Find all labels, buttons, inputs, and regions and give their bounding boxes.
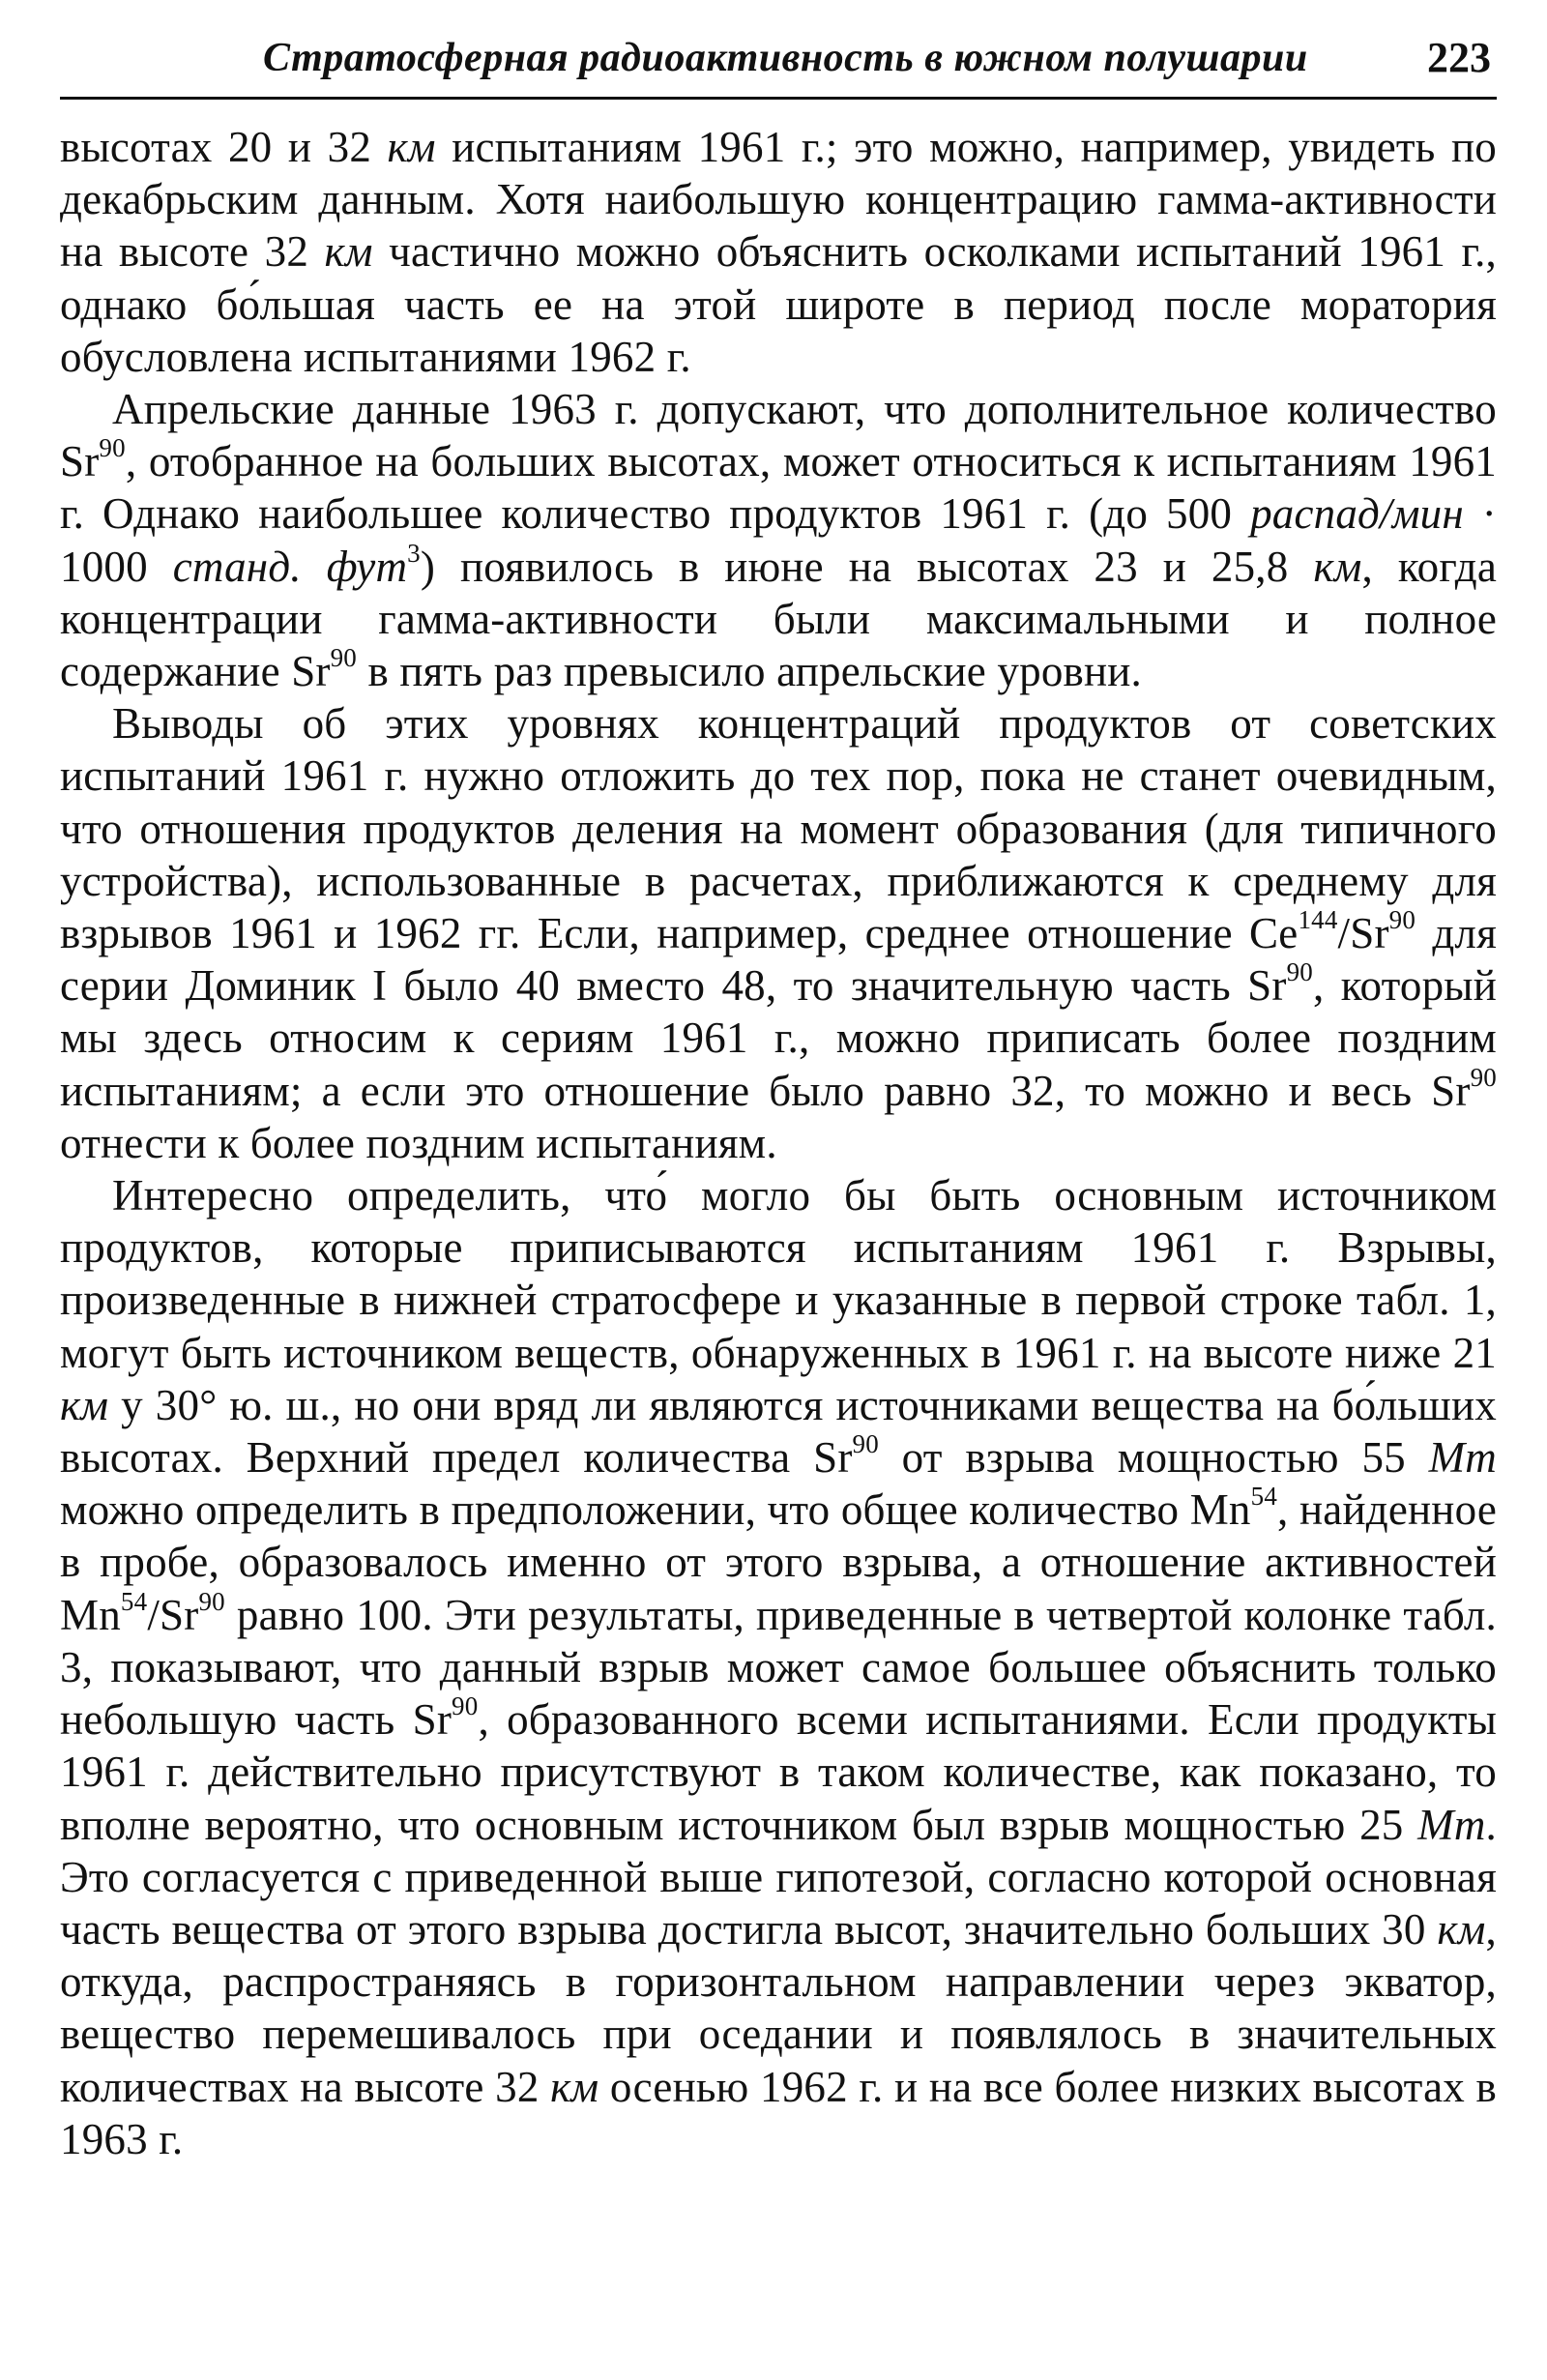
- italic-text: км: [1437, 1904, 1486, 1954]
- superscript: 90: [330, 642, 358, 672]
- superscript: 90: [452, 1690, 479, 1720]
- text-segment: отнести к более поздним испытаниям.: [60, 1118, 777, 1167]
- text-segment: Интересно определить, что́ могло бы быть основным источником продуктов, которые приписываются испытаниям 1961 г. Взрывы, произведенные в нижней стратосфере и указанные в первой строке табл. 1, могут быть источником веществ, обнаруженных в 1961 г. на высоте ниже 21: [60, 1171, 1497, 1377]
- superscript: 90: [1470, 1062, 1497, 1092]
- text-segment: , найденное в пробе, образовалось именно от этого взрыва, а отношение активностей Mn: [60, 1485, 1497, 1639]
- text-segment: · 1000: [60, 489, 1497, 591]
- text-segment: у 30° ю. ш., но они вряд ли являются источниками вещества на бо́льших высотах. Верхний предел количества Sr: [60, 1380, 1497, 1483]
- text-segment: для серии Доминик I было 40 вместо 48, то значительную часть Sr: [60, 909, 1497, 1011]
- italic-text: км: [387, 123, 436, 171]
- italic-text: км: [60, 1380, 109, 1429]
- text-segment: , образованного всеми испытаниями. Если продукты 1961 г. действительно присутствуют в таком количестве, как показано, то вполне вероятно, что основным источником был взрыв мощностью 25: [60, 1695, 1498, 1849]
- text-segment: /Sr: [147, 1590, 199, 1639]
- text-segment: , откуда, распространяясь в горизонтальном направлении через экватор, вещество перемешивалось при оседании и появлялось в значительных количествах на высоте 32: [60, 1904, 1497, 2111]
- italic-text: распад/мин: [1250, 489, 1464, 539]
- superscript: 144: [1298, 904, 1338, 934]
- italic-text: км: [324, 227, 373, 277]
- text-segment: осенью 1962 г. и на все более низких высотах в 1963 г.: [60, 2062, 1497, 2163]
- running-header: [60, 27, 1497, 100]
- text-segment: испытаниям 1961 г.; это можно, например, увидеть по декабрьским данным. Хотя наибольшую концентрацию гамма-активности на высоте 32: [60, 123, 1497, 277]
- text-segment: Апрельские данные 1963 г. допускают, что дополнительное количество Sr: [60, 385, 1497, 486]
- text-segment: в пять раз превысило апрельские уровни.: [357, 647, 1142, 696]
- text-segment: , когда концентрации гамма-активности были максимальными и полное содержание Sr: [60, 542, 1497, 696]
- italic-text: станд. фут: [172, 542, 408, 591]
- text-segment: равно 100. Эти результаты, приведенные в четвертой колонке табл. 3, показывают, что данный взрыв может самое большее объяснить только небольшую часть Sr: [60, 1590, 1497, 1745]
- text-segment: , который мы здесь относим к сериям 1961 г., можно приписать более поздним испытаниям; а если это отношение было равно 32, то можно и весь Sr: [60, 961, 1497, 1115]
- text-segment: /Sr: [1337, 909, 1389, 958]
- superscript: 54: [120, 1586, 148, 1616]
- paragraph: [60, 1169, 1497, 2165]
- text-segment: можно определить в предположении, что общее количество Mn: [60, 1485, 1251, 1535]
- superscript: 90: [198, 1586, 225, 1616]
- text-segment: , отобранное на больших высотах, может относиться к испытаниям 1961 г. Однако наибольшее количество продуктов 1961 г. (до 500: [60, 437, 1497, 539]
- superscript: 3: [407, 538, 421, 568]
- page-number: 223: [1427, 34, 1491, 81]
- paragraph: [60, 383, 1497, 697]
- text-segment: . Это согласуется с приведенной выше гипотезой, согласно которой основная часть вещества от этого взрыва достигла высот, значительно больших 30: [60, 1800, 1497, 1954]
- italic-text: Мт: [1417, 1800, 1486, 1849]
- italic-text: км: [550, 2062, 599, 2111]
- superscript: 90: [99, 432, 126, 462]
- paragraph: [60, 121, 1497, 383]
- running-title: Стратосферная радиоактивность в южном полушарии: [263, 36, 1308, 80]
- text-segment: высотах 20 и 32: [60, 123, 388, 171]
- text-segment: частично можно объяснить осколками испытаний 1961 г., однако бо́льшая часть ее на этой широте в период после моратория обусловлена испытаниями 1962 г.: [60, 227, 1498, 381]
- superscript: 54: [1250, 1482, 1278, 1512]
- text-segment: Выводы об этих уровнях концентраций продуктов от советских испытаний 1961 г. нужно отложить до тех пор, пока не станет очевидным, что отношения продуктов деления на момент образования (для типичного устройства), использованные в расчетах, приближаются к среднему для взрывов 1961 и 1962 гг. Если, например, среднее отношение Ce: [60, 699, 1497, 958]
- italic-text: км: [1313, 542, 1362, 591]
- paragraph: [60, 697, 1497, 1169]
- text-segment: от взрыва мощностью 55: [878, 1433, 1429, 1483]
- superscript: 90: [1286, 957, 1313, 986]
- book-page: [60, 27, 1497, 2358]
- text-segment: ) появилось в июне на высотах 23 и 25,8: [420, 542, 1314, 591]
- superscript: 90: [1388, 904, 1416, 934]
- body-text: [60, 121, 1497, 2165]
- italic-text: Мт: [1428, 1433, 1498, 1483]
- superscript: 90: [852, 1428, 879, 1458]
